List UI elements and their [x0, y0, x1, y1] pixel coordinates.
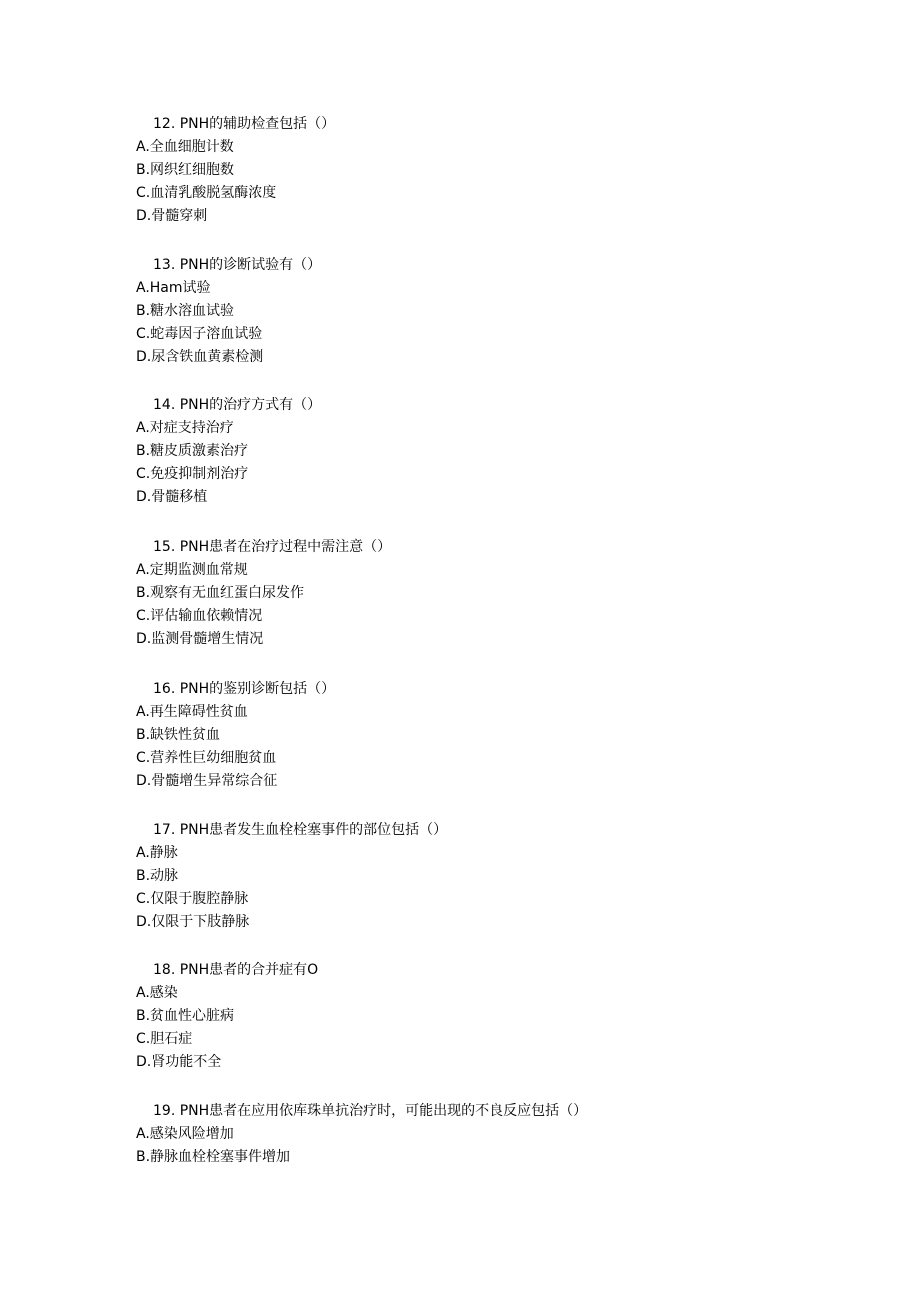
option-b: B.观察有无血红蛋白尿发作 [136, 585, 305, 601]
option-c: C.免疫抑制剂治疗 [136, 466, 249, 482]
option-c: C.仅限于腹腔静脉 [136, 891, 249, 907]
question-15 [136, 536, 856, 651]
option-c: C.蛇毒因子溶血试验 [136, 326, 263, 342]
option-b: B.糖水溶血试验 [136, 303, 235, 319]
question-title: 15. PNH患者在治疗过程中需注意（） [153, 539, 392, 555]
option-a: A.静脉 [136, 845, 178, 861]
question-18 [136, 959, 856, 1074]
question-title: 19. PNH患者在应用依库珠单抗治疗时，可能出现的不良反应包括（） [153, 1103, 588, 1119]
question-13 [136, 254, 856, 369]
option-a: A.感染 [136, 985, 178, 1001]
option-a: A.再生障碍性贫血 [136, 704, 248, 720]
option-d: D.骨髓增生异常综合征 [136, 773, 278, 789]
option-b: B.缺铁性贫血 [136, 727, 221, 743]
option-d: D.骨髓穿刺 [136, 208, 208, 224]
option-b: B.贫血性心脏病 [136, 1008, 235, 1024]
option-d: D.尿含铁血黄素检测 [136, 349, 264, 365]
option-b: B.网织红细胞数 [136, 162, 235, 178]
option-c: C.评估输血依赖情况 [136, 608, 263, 624]
option-d: D.骨髓移植 [136, 489, 208, 505]
option-b: B.静脉血栓栓塞事件增加 [136, 1149, 291, 1165]
question-title: 16. PNH的鉴别诊断包括（） [153, 681, 336, 697]
option-b: B.动脉 [136, 868, 179, 884]
question-17 [136, 819, 856, 934]
option-b: B.糖皮质激素治疗 [136, 443, 249, 459]
option-a: A.定期监测血常规 [136, 562, 248, 578]
question-title: 12. PNH的辅助检查包括（） [153, 116, 336, 132]
option-c: C.血清乳酸脱氢酶浓度 [136, 185, 277, 201]
question-title: 18. PNH患者的合并症有O [153, 962, 319, 978]
option-d: D.仅限于下肢静脉 [136, 914, 250, 930]
question-16 [136, 678, 856, 793]
option-a: A.对症支持治疗 [136, 420, 234, 436]
question-19 [136, 1100, 856, 1169]
option-a: A.全血细胞计数 [136, 139, 234, 155]
option-c: C.胆石症 [136, 1031, 193, 1047]
question-title: 14. PNH的治疗方式有（） [153, 397, 322, 413]
option-a: A.Ham试验 [136, 280, 211, 296]
option-d: D.肾功能不全 [136, 1054, 222, 1070]
option-d: D.监测骨髓增生情况 [136, 631, 264, 647]
question-14 [136, 394, 856, 509]
option-c: C.营养性巨幼细胞贫血 [136, 750, 277, 766]
option-a: A.感染风险增加 [136, 1126, 234, 1142]
question-12 [136, 113, 856, 228]
question-title: 17. PNH患者发生血栓栓塞事件的部位包括（） [153, 822, 448, 838]
question-title: 13. PNH的诊断试验有（） [153, 257, 322, 273]
